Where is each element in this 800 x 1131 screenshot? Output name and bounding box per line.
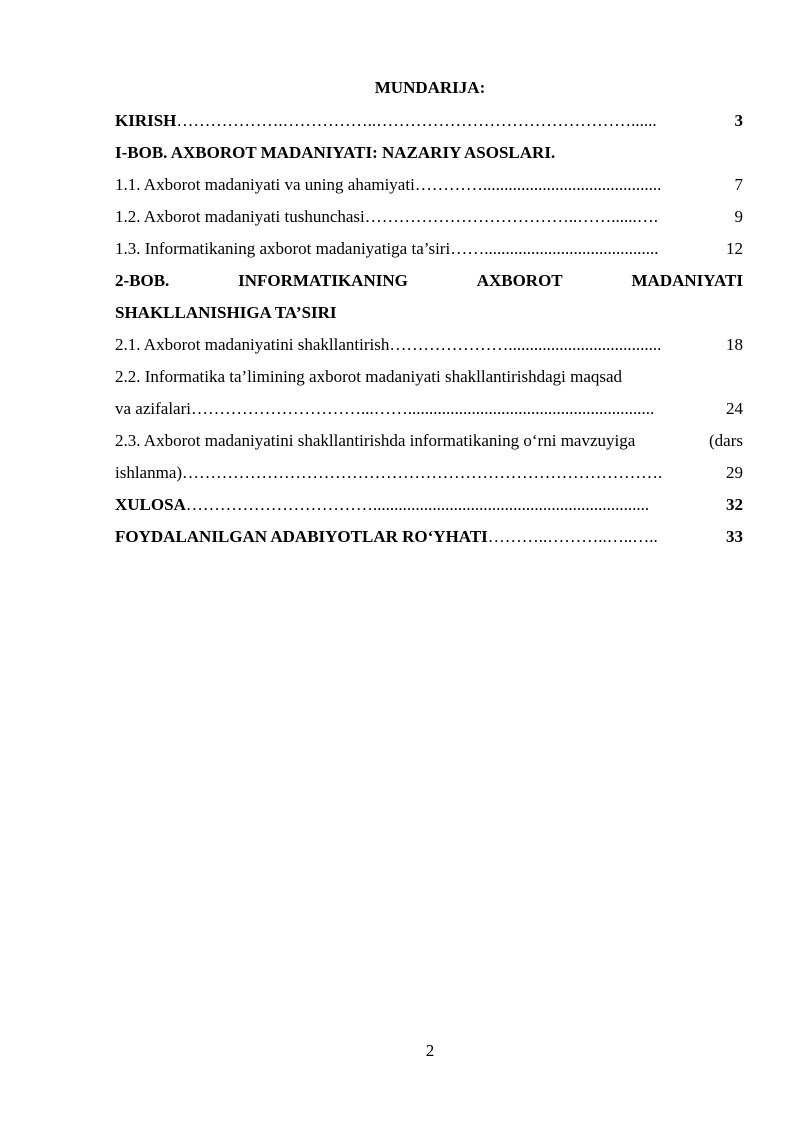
toc-page-number: 29 xyxy=(726,463,743,482)
toc-entry-adabiyotlar[interactable] xyxy=(115,524,743,556)
toc-page-number: 32 xyxy=(726,495,743,514)
toc-title: MUNDARIJA: xyxy=(374,78,486,97)
toc-entry-label: XULOSA xyxy=(115,495,186,514)
toc-heading-word: 2-BOB. xyxy=(115,271,170,290)
toc-leader-dots: ……………………………................................................................. xyxy=(185,495,650,514)
toc-page-number: 24 xyxy=(726,399,743,418)
page-number: 2 xyxy=(425,1041,435,1060)
toc-leader-dots: ………….......................................... xyxy=(414,175,662,194)
toc-entry-label: KIRISH xyxy=(115,111,177,130)
toc-entry-2-2-line1[interactable]: 2.2. Informatika ta’limining axborot madaniyati shakllantirishdagi maqsad xyxy=(115,367,623,386)
toc-chapter-2-heading[interactable] xyxy=(115,268,743,300)
toc-entry-2-3[interactable] xyxy=(115,460,743,492)
toc-chapter-1-heading[interactable]: I-BOB. AXBOROT MADANIYATI: NAZARIY ASOSLARI. xyxy=(115,143,556,162)
toc-leader-dots: ………………………………..……......…. xyxy=(364,207,659,226)
toc-entry-label: ishlanma) xyxy=(115,463,183,482)
toc-leader-dots: ………..………..…..….. xyxy=(487,527,658,546)
toc-leader-dots: …………………………...…….......................................................... xyxy=(190,399,655,418)
toc-page-number: 18 xyxy=(726,335,743,354)
toc-page-number: 7 xyxy=(734,175,743,194)
toc-page-number: 33 xyxy=(726,527,743,546)
table-of-contents xyxy=(115,108,743,556)
toc-entry-2-2[interactable] xyxy=(115,396,743,428)
toc-entry-xulosa[interactable] xyxy=(115,492,743,524)
toc-entry-label: FOYDALANILGAN ADABIYOTLAR RO‘YHATI xyxy=(115,527,488,546)
toc-page-number: 9 xyxy=(734,207,743,226)
toc-entry-2-3-line1[interactable] xyxy=(115,428,743,460)
toc-entry-kirish[interactable] xyxy=(115,108,743,140)
toc-entry-2-1[interactable] xyxy=(115,332,743,364)
toc-entry-label: 1.1. Axborot madaniyati va uning ahamiyati xyxy=(115,175,415,194)
toc-leader-dots: ……......................................... xyxy=(450,239,659,258)
toc-entry-1-1[interactable] xyxy=(115,172,743,204)
toc-heading-word: AXBOROT xyxy=(476,271,563,290)
toc-page-number: 3 xyxy=(734,111,743,130)
toc-entry-1-2[interactable] xyxy=(115,204,743,236)
toc-heading-word: MADANIYATI xyxy=(631,271,743,290)
toc-entry-label: va azifalari xyxy=(115,399,191,418)
toc-entry-label: 2.1. Axborot madaniyatini shakllantirish xyxy=(115,335,390,354)
toc-leader-dots: …………………………………………………………………………. xyxy=(182,463,663,482)
toc-entry-label: 2.3. Axborot madaniyatini shakllantirishda informatikaning o‘rni mavzuyiga xyxy=(115,431,636,450)
toc-entry-1-3[interactable] xyxy=(115,236,743,268)
toc-entry-label: 1.2. Axborot madaniyati tushunchasi xyxy=(115,207,365,226)
toc-leader-dots: ………………….................................... xyxy=(389,335,662,354)
toc-page-number: 12 xyxy=(726,239,743,258)
toc-chapter-2-heading-continued[interactable]: SHAKLLANISHIGA TA’SIRI xyxy=(115,303,337,322)
toc-entry-label: (dars xyxy=(709,431,743,450)
toc-entry-label: 1.3. Informatikaning axborot madaniyatiga ta’siri xyxy=(115,239,451,258)
toc-heading-word: INFORMATIKANING xyxy=(238,271,408,290)
toc-leader-dots: ……………….……………..………………………………………...... xyxy=(176,111,657,130)
